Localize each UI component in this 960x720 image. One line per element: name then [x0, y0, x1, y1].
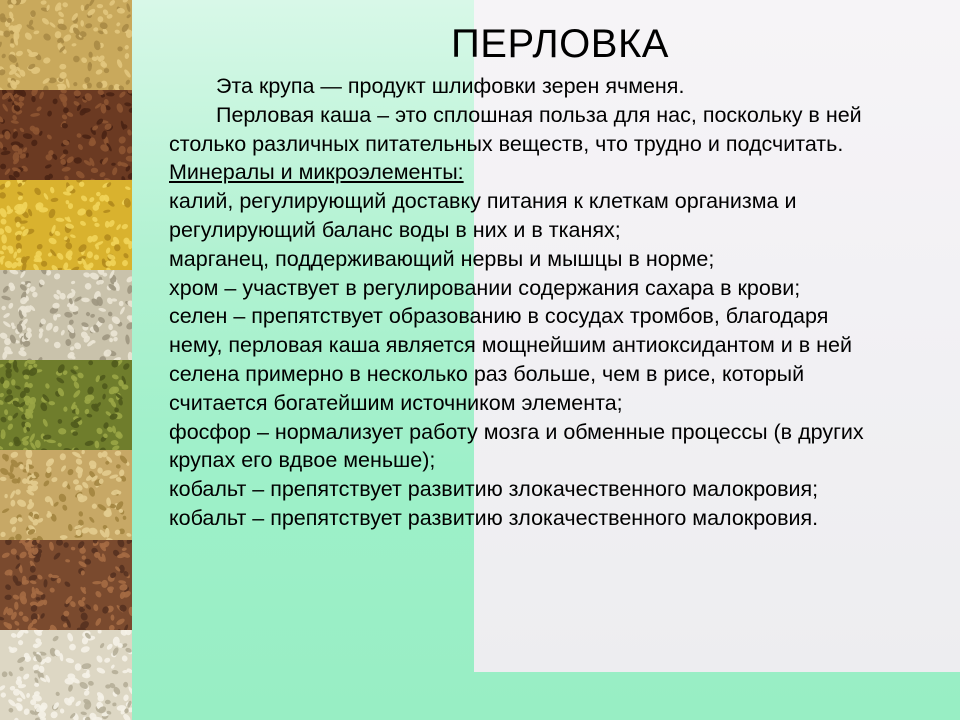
text-line: считается богатейшим источником элемента; — [169, 390, 623, 415]
yellow-millet-band — [0, 180, 132, 272]
section-heading: Минералы и микроэлементы: — [169, 160, 464, 185]
rice-band — [0, 630, 132, 720]
text-line: хром – участвует в регулировании содержания сахара в крови; — [169, 275, 801, 300]
slide-title: ПЕРЛОВКА — [451, 22, 669, 66]
oat-flakes-band — [0, 270, 132, 362]
text-line: калий, регулирующий доставку питания к клеткам организма и — [169, 189, 797, 214]
text-line: фосфор – нормализует работу мозга и обменные процессы (в других — [169, 419, 864, 444]
brown-grain-band — [0, 540, 132, 632]
barley-band — [0, 450, 132, 542]
text-line: крупах его вдвое меньше); — [169, 448, 436, 473]
text-line: марганец, поддерживающий нервы и мышцы в норме; — [169, 246, 715, 271]
grain-image-strip — [0, 0, 132, 720]
text-line: столько различных питательных веществ, что трудно и подсчитать. — [169, 131, 844, 156]
text-line: кобальт – препятствует развитию злокачественного малокровия. — [169, 505, 819, 530]
text-line: селен – препятствует образованию в сосудах тромбов, благодаря — [169, 304, 829, 329]
text-line: Эта крупа — продукт шлифовки зерен ячменя. — [216, 74, 685, 98]
millet-band — [0, 0, 132, 92]
text-line: регулирующий баланс воды в них и в тканях; — [169, 217, 621, 242]
slide-body-text — [169, 72, 951, 533]
text-line: нему, перловая каша является мощнейшим антиоксидантом и в ней — [169, 333, 852, 358]
green-grain-band — [0, 360, 132, 452]
buckwheat-band — [0, 90, 132, 182]
text-line: селена примерно в несколько раз больше, чем в рисе, который — [169, 361, 805, 386]
text-line: Перловая каша – это сплошная польза для нас, поскольку в ней — [216, 102, 862, 127]
text-line: кобальт – препятствует развитию злокачественного малокровия; — [169, 477, 819, 502]
